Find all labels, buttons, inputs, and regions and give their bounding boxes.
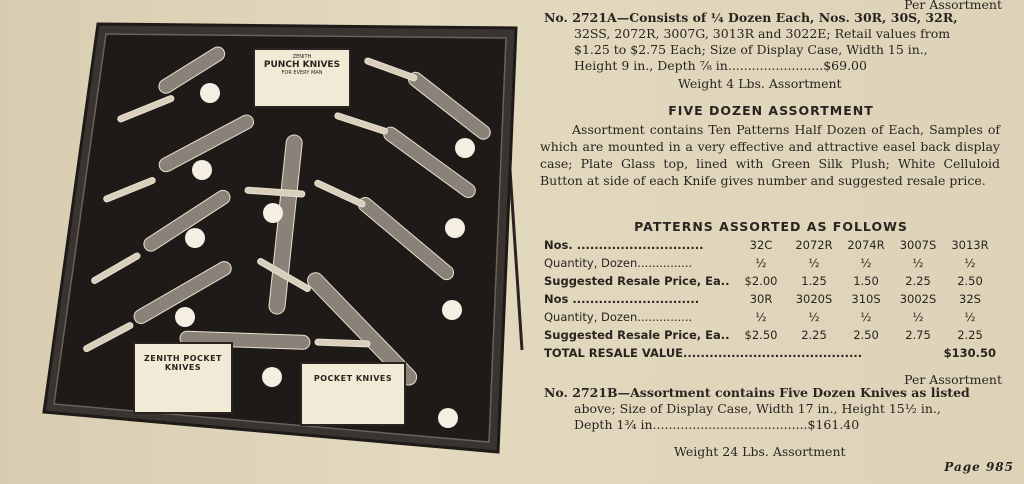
table-cell: 3007S — [899, 238, 937, 252]
text-column — [540, 0, 1002, 484]
five-dozen-body: Assortment contains Ten Patterns Half Dozen of Each, Samples of which are mounted in a very effective and attractive easel back display case; Plate Glass top, lined with Green Silk Plush; White Celluloid Button at side of each Knife gives number and suggested resale price. — [540, 122, 1000, 188]
table-cell: ½ — [808, 256, 820, 270]
easel-stand — [510, 170, 522, 350]
button-5 — [445, 218, 465, 238]
button-9 — [262, 367, 282, 387]
patterns-heading: PATTERNS ASSORTED AS FOLLOWS — [634, 219, 908, 234]
button-3 — [192, 160, 212, 180]
assortment-b-text1: No. 2721B—Assortment contains Five Dozen Knives as listed — [544, 385, 970, 400]
table-cell: 32S — [959, 292, 981, 306]
table-cell: ½ — [755, 256, 767, 270]
punch-subtitle: FOR EVERY MAN — [281, 70, 323, 76]
display-case-illustration — [40, 20, 530, 465]
table-cell: 32C — [749, 238, 773, 252]
table-cell: ½ — [808, 310, 820, 324]
assortment-b-weight: Weight 24 Lbs. Assortment — [674, 444, 846, 459]
row-label: Quantity, Dozen............... — [544, 310, 693, 324]
assortment-a-line2: 32SS, 2072R, 3007G, 3013R and 3022E; Retail values from — [574, 26, 951, 41]
table-cell: 3002S — [899, 292, 937, 306]
table-cell: ½ — [964, 256, 976, 270]
button-10 — [438, 408, 458, 428]
row-label: Nos ............................. — [544, 292, 700, 306]
assortment-b-line2: above; Size of Display Case, Width 17 in., Height 15½ in., — [574, 401, 941, 416]
five-dozen-heading: FIVE DOZEN ASSORTMENT — [668, 103, 874, 118]
row-label: Suggested Resale Price, Ea.. — [544, 274, 730, 288]
table-cell: 2074R — [847, 238, 885, 252]
table-cell: ½ — [860, 310, 872, 324]
assortment-a-text1: No. 2721A—Consists of ¼ Dozen Each, Nos. 30R, 30S, 32R, — [544, 10, 958, 25]
patterns-table — [544, 236, 996, 362]
table-cell: 2.50 — [957, 274, 983, 288]
button-6 — [185, 228, 205, 248]
table-cell: 2.25 — [905, 274, 931, 288]
punch-title: PUNCH KNIVES — [263, 60, 341, 70]
table-cell: $2.50 — [744, 328, 778, 342]
table-cell: $2.00 — [744, 274, 778, 288]
table-row — [544, 326, 996, 344]
table-cell: ½ — [912, 256, 924, 270]
row-label: Nos. ............................. — [544, 238, 704, 252]
table-cell: ½ — [755, 310, 767, 324]
table-cell: 30R — [749, 292, 773, 306]
pocket-knives-card — [300, 362, 406, 426]
assortment-a-line4: Height 9 in., Depth ⅞ in........................$69.00 — [574, 58, 867, 73]
zenith-pocket-knives-card — [133, 342, 233, 414]
button-2 — [455, 138, 475, 158]
table-cell: ½ — [964, 310, 976, 324]
button-8 — [175, 307, 195, 327]
assortment-a-weight: Weight 4 Lbs. Assortment — [678, 76, 842, 91]
zenith-title: ZENITH POCKET KNIVES — [143, 354, 223, 372]
assortment-b-line3: Depth 1¾ in.......................................$161.40 — [574, 417, 860, 432]
assortment-a-line1 — [544, 10, 958, 26]
assortment-a-line3: $1.25 to $2.75 Each; Size of Display Case, Width 15 in., — [574, 42, 928, 57]
table-cell: 2.25 — [801, 328, 827, 342]
button-1 — [200, 83, 220, 103]
per-assortment-b: Per Assortment — [904, 372, 1002, 387]
table-cell: ½ — [860, 256, 872, 270]
table-cell: 3020S — [795, 292, 833, 306]
table-cell: 2.50 — [853, 328, 879, 342]
row-label: Quantity, Dozen............... — [544, 256, 693, 270]
table-row — [544, 272, 996, 290]
button-7 — [442, 300, 462, 320]
table-row — [544, 308, 996, 326]
punch-brand: ZENITH — [292, 54, 312, 60]
assortment-b-line1 — [544, 385, 970, 401]
table-row — [544, 254, 996, 272]
table-row — [544, 236, 996, 254]
table-cell: 3013R — [951, 238, 989, 252]
punch-knives-card — [253, 48, 351, 108]
total-resale-label: TOTAL RESALE VALUE......................................... — [544, 346, 863, 360]
table-cell: 310S — [851, 292, 881, 306]
per-assortment-a: Per Assortment — [904, 0, 1002, 12]
total-resale-value: $130.50 — [943, 346, 996, 360]
page-number: Page 985 — [944, 460, 1014, 474]
table-cell: 1.50 — [853, 274, 879, 288]
button-4 — [263, 203, 283, 223]
table-cell: 1.25 — [801, 274, 827, 288]
table-cell: 2.75 — [905, 328, 931, 342]
total-resale-row — [544, 344, 996, 362]
table-row — [544, 290, 996, 308]
row-label: Suggested Resale Price, Ea.. — [544, 328, 730, 342]
table-cell: ½ — [912, 310, 924, 324]
table-cell: 2072R — [795, 238, 833, 252]
pocket-title: POCKET KNIVES — [313, 374, 393, 383]
table-cell: 2.25 — [957, 328, 983, 342]
